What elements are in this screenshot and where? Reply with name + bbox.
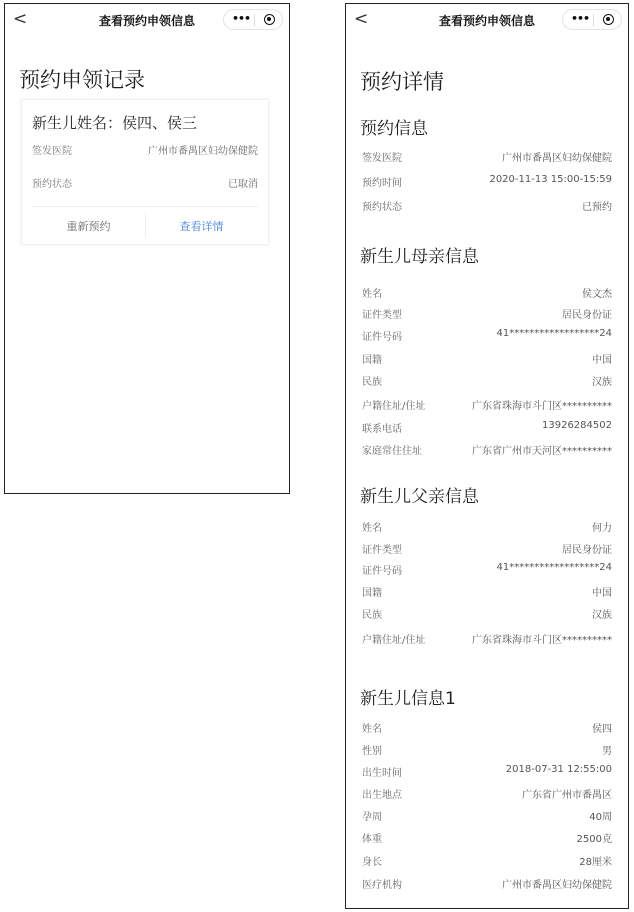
row-label: 出生地点 (362, 790, 402, 801)
more-dots-icon[interactable]: ••• (571, 12, 590, 25)
phone-screen-appointment-details (345, 3, 629, 909)
info-row (362, 519, 612, 533)
phone-screen-appointment-records (4, 3, 290, 494)
row-label: 预约时间 (362, 178, 402, 189)
row-value: 汉族 (592, 610, 612, 621)
row-label: 证件号码 (362, 332, 402, 343)
rebook-button[interactable]: 重新预约 (66, 220, 111, 233)
row-value: 广州市番禺区妇幼保健院 (502, 153, 612, 164)
info-row (362, 397, 612, 411)
capsule-divider (593, 14, 594, 26)
info-row (362, 442, 612, 456)
mini-program-capsule (562, 9, 622, 30)
row-label: 户籍住址/住址 (362, 635, 426, 646)
row-label: 姓名 (362, 289, 382, 300)
navbar-title: 查看预约申领信息 (438, 14, 535, 28)
row-value: 广东省广州市天河区********** (472, 446, 612, 457)
info-row (362, 584, 612, 598)
row-value: 广州市番禺区妇幼保健院 (502, 880, 612, 891)
navbar (5, 4, 289, 36)
info-row (362, 876, 612, 890)
row-label: 签发医院 (32, 146, 72, 157)
status-value: 已取消 (228, 179, 258, 190)
row-label: 签发医院 (362, 153, 402, 164)
info-row (362, 786, 612, 800)
view-details-button[interactable]: 查看详情 (179, 220, 224, 233)
back-chevron-icon[interactable]: < (13, 9, 28, 29)
row-value: 广东省珠海市斗门区********** (472, 635, 612, 646)
section-title-newborn-info: 新生儿信息1 (360, 689, 456, 709)
navbar (346, 4, 628, 36)
row-value: 侯文杰 (582, 289, 612, 300)
info-row (362, 541, 612, 555)
info-row (362, 562, 612, 576)
info-row (362, 351, 612, 365)
info-row (362, 606, 612, 620)
info-row (362, 149, 612, 163)
row-label: 医疗机构 (362, 880, 402, 891)
back-chevron-icon[interactable]: < (354, 9, 369, 29)
page-title: 预约申领记录 (19, 68, 145, 92)
row-value: 居民身份证 (562, 545, 612, 556)
section-title-appointment-info: 预约信息 (360, 119, 428, 139)
row-label: 性别 (362, 746, 382, 757)
info-row (362, 742, 612, 756)
info-row (362, 285, 612, 299)
section-title-father-info: 新生儿父亲信息 (360, 487, 479, 507)
info-row (362, 853, 612, 867)
row-value: 2500克 (576, 834, 612, 845)
row-value: 已预约 (582, 202, 612, 213)
row-label: 证件号码 (362, 566, 402, 577)
row-value: 中国 (592, 355, 612, 366)
info-row (362, 198, 612, 212)
row-value: 侯四 (592, 724, 612, 735)
close-target-icon[interactable] (264, 14, 275, 25)
mini-program-capsule (223, 9, 283, 30)
navbar-title: 查看预约申领信息 (98, 14, 195, 28)
row-value: 41******************24 (496, 562, 612, 573)
info-row (362, 306, 612, 320)
info-row (362, 764, 612, 778)
row-label: 户籍住址/住址 (362, 401, 426, 412)
row-value: 广东省珠海市斗门区********** (472, 401, 612, 412)
close-target-icon[interactable] (603, 14, 614, 25)
info-row (362, 328, 612, 342)
row-value: 居民身份证 (562, 310, 612, 321)
card-actions (32, 206, 258, 245)
info-row (362, 808, 612, 822)
row-value: 28厘米 (579, 857, 612, 868)
page-title: 预约详情 (360, 70, 444, 94)
row-label: 国籍 (362, 588, 382, 599)
info-row (362, 830, 612, 844)
row-label: 出生时间 (362, 768, 402, 779)
section-title-mother-info: 新生儿母亲信息 (360, 247, 479, 267)
row-value: 男 (602, 746, 612, 757)
row-label: 孕周 (362, 812, 382, 823)
row-label: 体重 (362, 834, 382, 845)
row-label: 姓名 (362, 523, 382, 534)
row-label: 证件类型 (362, 310, 402, 321)
row-label: 民族 (362, 377, 382, 388)
row-label: 家庭常住住址 (362, 446, 422, 457)
newborn-name: 新生儿姓名：侯四、侯三 (32, 114, 198, 132)
row-value: 汉族 (592, 377, 612, 388)
row-value: 广东省广州市番禺区 (522, 790, 612, 801)
info-row (362, 720, 612, 734)
phone-number-value: 13926284502 (542, 420, 612, 431)
card-row-status (32, 175, 258, 190)
info-row (362, 174, 612, 188)
row-value: 中国 (592, 588, 612, 599)
row-label: 联系电话 (362, 424, 402, 435)
row-value: 41******************24 (496, 328, 612, 339)
row-value: 2020-11-13 15:00-15:59 (489, 174, 612, 185)
row-value: 广州市番禺区妇幼保健院 (148, 146, 258, 157)
row-value: 何力 (592, 523, 612, 534)
row-label: 国籍 (362, 355, 382, 366)
row-label: 预约状态 (32, 179, 72, 190)
info-row (362, 420, 612, 434)
more-dots-icon[interactable]: ••• (232, 12, 251, 25)
row-label: 姓名 (362, 724, 382, 735)
info-row (362, 373, 612, 387)
info-row (362, 631, 612, 645)
row-label: 民族 (362, 610, 382, 621)
appointment-record-card (21, 99, 269, 245)
row-label: 预约状态 (362, 202, 402, 213)
row-value: 2018-07-31 12:55:00 (505, 764, 612, 775)
row-label: 证件类型 (362, 545, 402, 556)
row-label: 身长 (362, 857, 382, 868)
capsule-divider (254, 14, 255, 26)
row-value: 40周 (589, 812, 612, 823)
card-row-hospital (32, 142, 258, 157)
